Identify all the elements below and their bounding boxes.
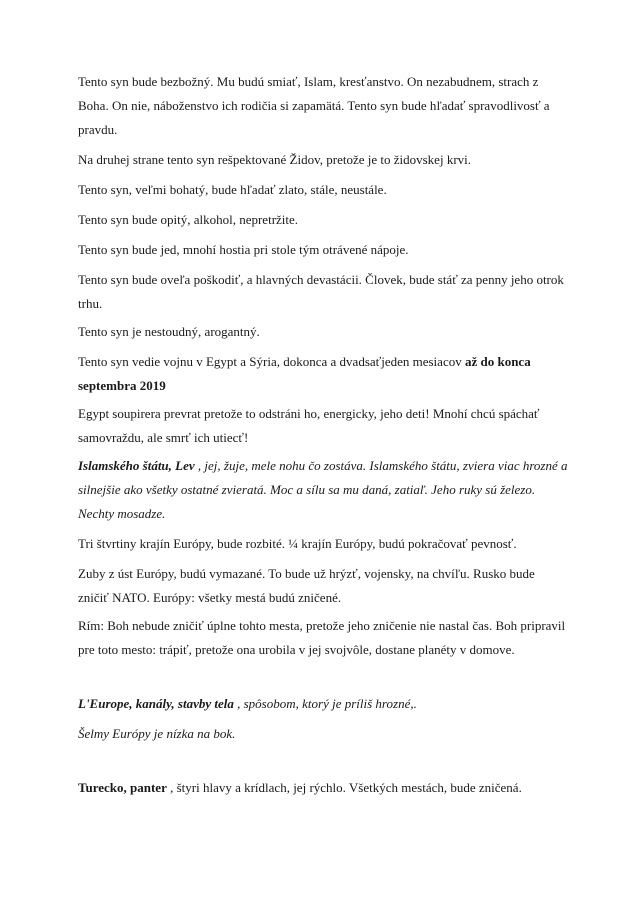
paragraph-rome: Rím: Boh nebude zničiť úplne tohto mesta, pretože jeho zničenie nie nastal čas. Boh pripravil pre toto mesto: trápiť, pretože ona urobila v jej svojvôle, dostane planéty v domove. bbox=[78, 618, 566, 657]
islamic-state-text: , jej, žuje, mele nohu čo zostáva. Islamského štátu, zviera viac hrozné a silnejšie ako všetky ostatné zvieratá. Moc a sílu sa mu daná, zatiaľ. Jeho ruky sú železo. Nechty mosadze. bbox=[78, 458, 568, 521]
islamic-state-heading: Islamského štátu, Lev bbox=[78, 458, 195, 473]
europe-channels-text: , spôsobom, ktorý je príliš hrozné,. bbox=[233, 696, 417, 711]
paragraph-beast-europe: Šelmy Európy je nízka na bok. bbox=[78, 726, 236, 741]
paragraph-islamic-state bbox=[78, 454, 568, 526]
paragraph-drunk: Tento syn bude opitý, alkohol, nepretržite. bbox=[78, 212, 299, 227]
turkey-heading: Turecko, panter bbox=[78, 780, 167, 795]
paragraph-turkey bbox=[78, 776, 568, 800]
paragraph-gold: Tento syn, veľmi bohatý, bude hľadať zlato, stále, neustále. bbox=[78, 182, 387, 197]
paragraph-europe-channels bbox=[78, 692, 568, 716]
paragraph-godless-son: Tento syn bude bezbožný. Mu budú smiať, Islam, kresťanstvo. On nezabudnem, strach z Boha. On nie, náboženstvo ich rodičia si zapamätá. Tento syn bude hľadať spravodlivosť a pravdu. bbox=[78, 74, 550, 137]
war-text: Tento syn vedie vojnu v Egypt a Sýria, dokonca a dvadsaťjeden mesiacov bbox=[78, 354, 465, 369]
turkey-text: , štyri hlavy a krídlach, jej rýchlo. Všetkých mestách, bude zničená. bbox=[166, 780, 522, 795]
paragraph-arrogant: Tento syn je nestoudný, arogantný. bbox=[78, 324, 260, 339]
war-deadline: až do konca septembra 2019 bbox=[78, 354, 531, 393]
paragraph-jews: Na druhej strane tento syn rešpektované Židov, pretože je to židovskej krvi. bbox=[78, 152, 472, 167]
paragraph-egypt: Egypt soupirera prevrat pretože to odstráni ho, energicky, jeho deti! Mnohí chcú spáchať samovraždu, ale smrť ich utiecť! bbox=[78, 406, 540, 445]
europe-channels-heading: L'Europe, kanály, stavby tela bbox=[78, 696, 234, 711]
paragraph-teeth-europe: Zuby z úst Európy, budú vymazané. To bude už hrýzť, vojensky, na chvíľu. Rusko bude zničiť NATO. Európy: všetky mestá budú zničené. bbox=[78, 566, 535, 605]
paragraph-devastation: Tento syn bude oveľa poškodiť, a hlavných devastácii. Človek, bude stáť za penny jeho otrok trhu. bbox=[78, 272, 564, 311]
paragraph-war-egypt-syria bbox=[78, 350, 568, 398]
paragraph-three-quarters: Tri štvrtiny krajín Európy, bude rozbité. ¼ krajín Európy, budú pokračovať pevnosť. bbox=[78, 536, 517, 551]
paragraph-poison: Tento syn bude jed, mnohí hostia pri stole tým otrávené nápoje. bbox=[78, 242, 409, 257]
